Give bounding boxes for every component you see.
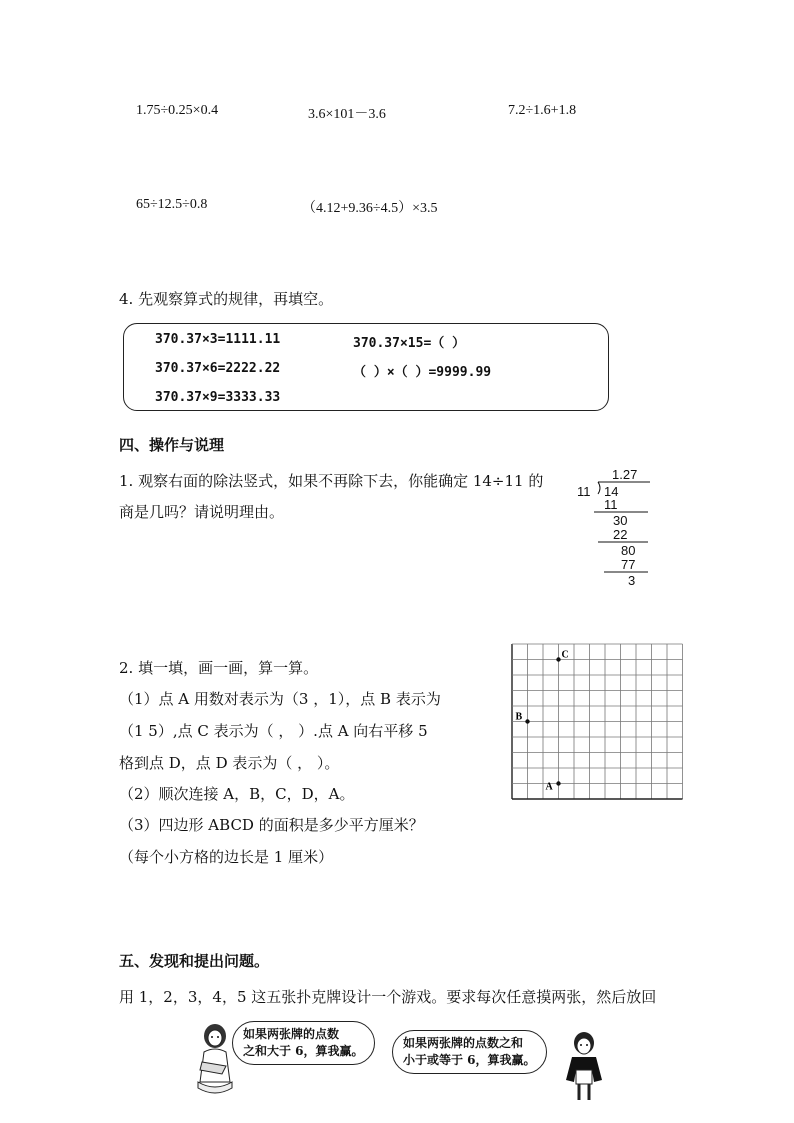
section4-heading: 四、操作与说理 (119, 436, 225, 454)
bubble-right-line2: 小于或等于 6，算我赢。 (403, 1053, 536, 1067)
grid-point-c (556, 657, 560, 661)
section5-text: 用 1，2，3，4，5 这五张扑克牌设计一个游戏。要求每次任意摸两张，然后放回 (119, 988, 657, 1006)
grid-point-b (525, 719, 529, 723)
division-dividend: 14 (604, 484, 619, 499)
division-quotient: 1.27 (612, 467, 638, 482)
q2-line: （3）四边形 ABCD 的面积是多少平方厘米？ (119, 816, 424, 834)
division-step: 77 (621, 557, 636, 572)
expression-2: 3.6×101－3.6 (308, 107, 386, 122)
grid-point-label-a: A (545, 781, 553, 793)
grid-point-a (556, 781, 560, 785)
division-step: 22 (613, 527, 628, 542)
q2-title: 2. 填一填，画一画，算一算。 (119, 659, 319, 677)
q2-line: （每个小方格的边长是 1 厘米） (119, 848, 334, 866)
pattern-right-1: 370.37×15=（ ） (353, 336, 466, 351)
division-step: 80 (621, 543, 636, 558)
q4-title: 4. 先观察算式的规律，再填空。 (119, 290, 334, 308)
division-step: 11 (604, 497, 618, 512)
boy-figure (560, 1030, 612, 1102)
q2-line: （2）顺次连接 A，B，C，D，A。 (119, 785, 355, 803)
expression-4: 65÷12.5÷0.8 (136, 197, 208, 212)
q2-line: （1）点 A 用数对表示为（3 ，1），点 B 表示为 (119, 690, 441, 708)
q2-line: （1 5）,点 C 表示为（ ， ）.点 A 向右平移 5 (119, 722, 428, 740)
division-divisor: 11 (577, 484, 591, 499)
expression-1: 1.75÷0.25×0.4 (136, 103, 219, 118)
pattern-right-2: （ ）×（ ）=9999.99 (353, 365, 492, 380)
grid-point-label-b: B (515, 711, 523, 723)
division-remainder: 3 (628, 573, 636, 588)
expression-5: （4.12+9.36÷4.5）×3.5 (302, 201, 438, 216)
pattern-left-1: 370.37×3=1111.11 (155, 332, 281, 347)
bubble-left-line2: 之和大于 6，算我赢。 (243, 1044, 364, 1058)
expression-3: 7.2÷1.6+1.8 (508, 103, 577, 118)
bubble-right-line1: 如果两张牌的点数之和 (403, 1036, 524, 1050)
pattern-left-2: 370.37×6=2222.22 (155, 361, 281, 376)
section5-heading: 五、发现和提出问题。 (119, 952, 270, 970)
speech-bubble-left (232, 1021, 375, 1065)
pattern-left-3: 370.37×9=3333.33 (155, 390, 281, 405)
q2-line: 格到点 D，点 D 表示为（ ， ）。 (119, 754, 340, 772)
division-bracket (590, 481, 652, 495)
grid-point-label-c: C (561, 649, 569, 661)
q1-line1: 1. 观察右面的除法竖式，如果不再除下去，你能确定 14÷11 的 (119, 472, 544, 490)
q1-line2: 商是几吗？请说明理由。 (119, 503, 285, 521)
division-step: 30 (613, 513, 628, 528)
bubble-left-line1: 如果两张牌的点数 (243, 1027, 340, 1041)
coordinate-grid (510, 642, 685, 818)
girl-figure (192, 1022, 238, 1100)
speech-bubble-right (392, 1030, 547, 1074)
